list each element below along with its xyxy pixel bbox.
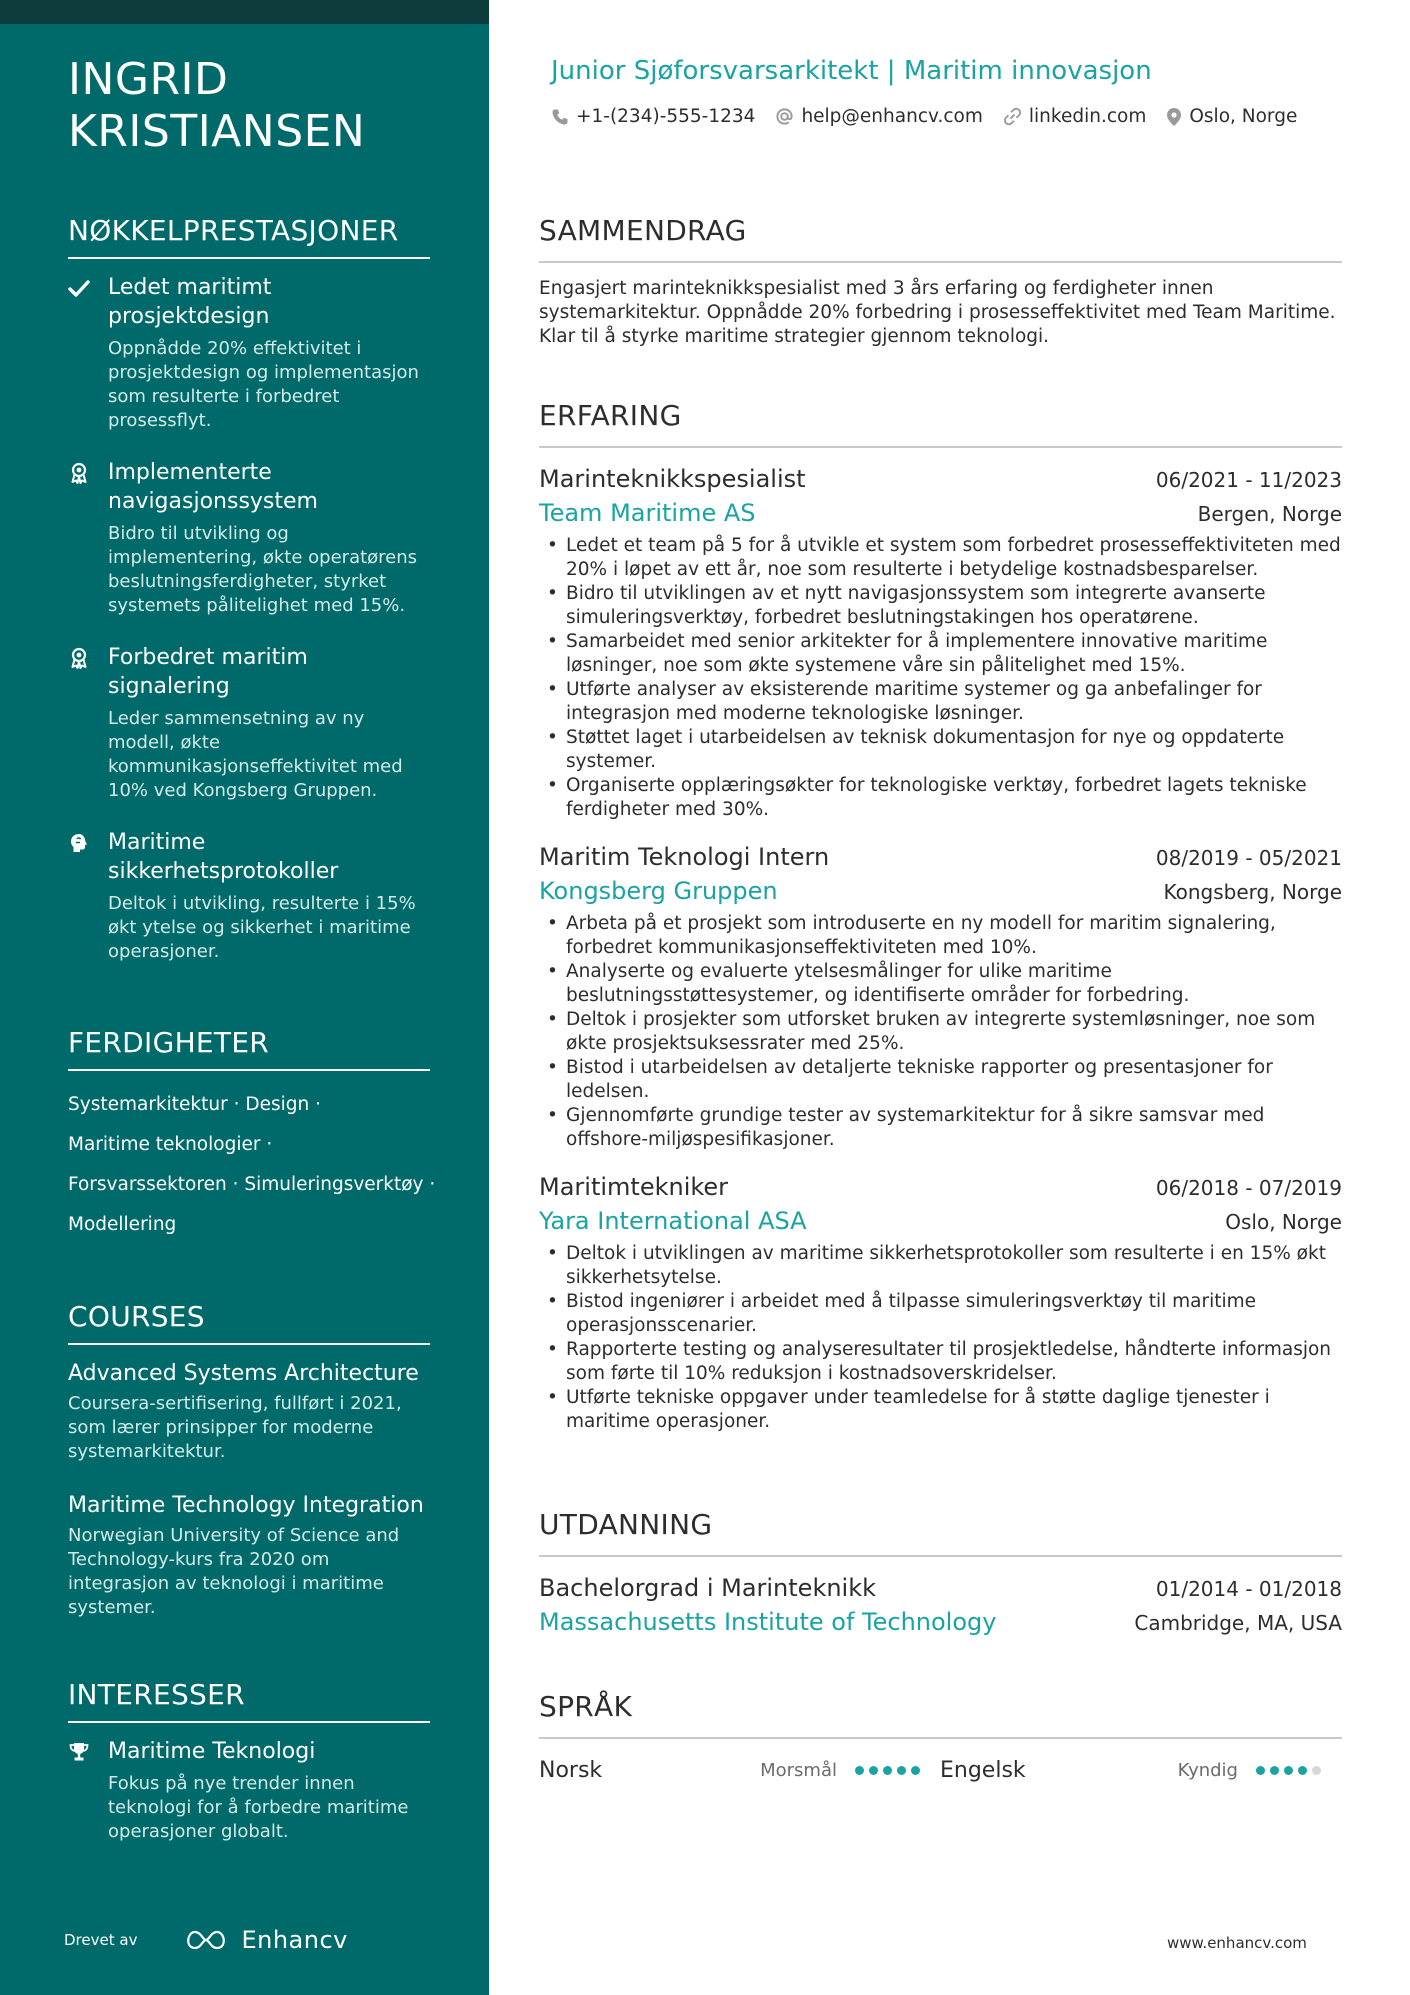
job-company: Kongsberg Gruppen [539, 877, 778, 905]
job-role: Marinteknikkspesialist [539, 465, 806, 493]
languages-heading: SPRÅK [539, 1690, 1342, 1739]
interest-description: Fokus på nye trender innen teknologi for å forbedre maritime operasjoner globalt. [108, 1773, 409, 1842]
contact-website[interactable] [1003, 106, 1146, 127]
job-bullet: • Bidro til utviklingen av et nytt navigasjonssystem som integrerte avanserte simuleringsverktøy, forbedret beslutningstakingen hos operatørene. [539, 582, 1342, 630]
skills-section [68, 1026, 436, 1245]
contact-bar [551, 106, 1317, 127]
language-item [539, 1758, 940, 1783]
job-bullets [539, 534, 1342, 822]
rating-dot-empty [1312, 1766, 1321, 1775]
job-bullet: • Arbeta på et prosjekt som introduserte en ny modell for maritim signalering, forbedret kommunikasjonseffektiviteten med 10%. [539, 912, 1342, 960]
interests-heading: INTERESSER [68, 1678, 430, 1723]
skills-heading: FERDIGHETER [68, 1026, 430, 1071]
headline: Junior Sjøforsvarsarkitekt | Maritim innovasjon [551, 56, 1152, 86]
language-level: Kyndig [1177, 1759, 1238, 1781]
job-bullet: • Utførte tekniske oppgaver under teamledelse for å støtte daglige tjenester i maritime operasjoner. [539, 1386, 1342, 1434]
course-description: Norwegian University of Science and Technology-kurs fra 2020 om integrasjon av teknologi i maritime systemer. [68, 1525, 400, 1618]
achievement-title: Ledet maritimt prosjektdesign [108, 275, 272, 329]
language-item [940, 1758, 1341, 1783]
website-text: linkedin.com [1028, 106, 1147, 127]
achievement-title: Forbedret maritim signalering [108, 645, 308, 699]
candidate-name [68, 54, 468, 158]
experience-section [539, 399, 1342, 1452]
achievements-heading: NØKKELPRESTASJONER [68, 214, 430, 259]
job-company: Yara International ASA [539, 1207, 807, 1235]
job-entry [539, 1170, 1342, 1434]
contact-phone[interactable] [551, 106, 755, 127]
sidebar-top-bar [0, 0, 489, 24]
job-bullet: • Støttet laget i utarbeidelsen av teknisk dokumentasjon for nye og oppdaterte systemer. [539, 726, 1342, 774]
achievement-description: Bidro til utvikling og implementering, økte operatørens beslutningsferdigheter, styrket systemets pålitelighet med 15%. [108, 523, 418, 616]
language-rating [855, 1766, 925, 1775]
degree: Bachelorgrad i Marinteknikk [539, 1574, 877, 1602]
language-rating [1256, 1766, 1326, 1775]
trophy-icon [68, 1741, 90, 1763]
location-pin-icon [1166, 107, 1182, 127]
email-text: help@enhancv.com [801, 106, 983, 127]
footer-url[interactable]: www.enhancv.com [1167, 1934, 1307, 1952]
job-location: Oslo, Norge [1225, 1210, 1342, 1234]
language-level: Morsmål [760, 1759, 837, 1781]
contact-location [1166, 106, 1297, 127]
enhancv-brand: Enhancv [241, 1926, 348, 1954]
skills-list [68, 1085, 436, 1245]
language-name: Engelsk [940, 1757, 1026, 1783]
job-bullet: • Rapporterte testing og analyseresultater til prosjektledelse, håndterte informasjon som førte til 10% reduksjon i kostnadsoverskridelser. [539, 1338, 1342, 1386]
powered-by [64, 1926, 348, 1954]
job-bullet: • Samarbeidet med senior arkitekter for å implementere innovative maritime løsninger, noe som økte systemene våre sin pålitelighet med 15%. [539, 630, 1342, 678]
link-icon [1003, 107, 1022, 126]
job-bullet: • Bistod ingeniører i arbeidet med å tilpasse simuleringsverktøy til maritime operasjonsscenarier. [539, 1290, 1342, 1338]
job-company: Team Maritime AS [539, 499, 756, 527]
interest-title: Maritime Teknologi [108, 1739, 316, 1764]
interests-section [68, 1678, 430, 1869]
course-item [68, 1491, 430, 1620]
experience-heading: ERFARING [539, 399, 1342, 448]
job-bullet: • Ledet et team på 5 for å utvikle et system som forbedret prosesseffektiviteten med 20% i løpet av ett år, noe som resulterte i betydelige kostnadsbesparelser. [539, 534, 1342, 582]
summary-text: Engasjert marinteknikkspesialist med 3 års erfaring og ferdigheter innen systemarkitektur. Oppnådde 20% forbedring i prosesseffektivitet med Team Maritime. Klar til å styrke maritime strategier gjennom teknologi. [539, 278, 1336, 347]
main-content [539, 0, 1342, 1995]
last-name: KRISTIANSEN [68, 106, 366, 157]
brain-icon [68, 832, 90, 854]
job-dates: 08/2019 - 05/2021 [1155, 846, 1342, 870]
job-bullet: • Bistod i utarbeidelsen av detaljerte tekniske rapporter og presentasjoner for ledelsen. [539, 1056, 1342, 1104]
language-name: Norsk [539, 1757, 603, 1783]
achievement-item [68, 643, 430, 803]
course-item [68, 1359, 430, 1464]
courses-heading: COURSES [68, 1300, 430, 1345]
first-name: INGRID [68, 54, 229, 105]
job-bullet: • Deltok i prosjekter som utforsket bruken av integrerte systemløsninger, noe som økte prosjektsuksessrater med 25%. [539, 1008, 1342, 1056]
job-location: Kongsberg, Norge [1163, 880, 1342, 904]
job-bullet: • Deltok i utviklingen av maritime sikkerhetsprotokoller som resulterte i en 15% økt sikkerhetsytelse. [539, 1242, 1342, 1290]
rating-dot-filled [855, 1766, 864, 1775]
achievement-title: Implementerte navigasjonssystem [108, 460, 318, 514]
job-role: Maritimtekniker [539, 1173, 729, 1201]
rating-dot-filled [1284, 1766, 1293, 1775]
powered-by-label: Drevet av [64, 1931, 138, 1949]
job-dates: 06/2021 - 11/2023 [1155, 468, 1342, 492]
rating-dot-filled [1256, 1766, 1265, 1775]
education-section [539, 1508, 1342, 1639]
summary-section [539, 214, 1342, 349]
course-description: Coursera-sertifisering, fullført i 2021, som lærer prinsipper for moderne systemarkitektur. [68, 1393, 402, 1462]
achievement-description: Leder sammensetning av ny modell, økte kommunikasjonseffektivitet med 10% ved Kongsberg Gruppen. [108, 708, 403, 801]
job-bullet: • Utførte analyser av eksisterende maritime systemer og ga anbefalinger for integrasjon med moderne teknologiske løsninger. [539, 678, 1342, 726]
location-text: Oslo, Norge [1189, 106, 1298, 127]
rating-dot-filled [1298, 1766, 1307, 1775]
skills-line: Systemarkitektur · Design · [68, 1094, 321, 1115]
achievement-description: Oppnådde 20% effektivitet i prosjektdesign og implementasjon som resulterte i forbedret prosessflyt. [108, 338, 419, 431]
sidebar [0, 0, 489, 1995]
rating-dot-filled [1270, 1766, 1279, 1775]
courses-section [68, 1300, 430, 1647]
rating-dot-filled [883, 1766, 892, 1775]
rating-dot-filled [911, 1766, 920, 1775]
achievement-item [68, 828, 430, 964]
phone-icon [551, 108, 569, 126]
contact-email[interactable] [775, 106, 982, 127]
rating-dot-filled [897, 1766, 906, 1775]
achievements-section [68, 214, 430, 989]
job-bullet: • Gjennomførte grundige tester av systemarkitektur for å sikre samsvar med offshore-miljøspesifikasjoner. [539, 1104, 1342, 1152]
job-location: Bergen, Norge [1197, 502, 1342, 526]
languages-section [539, 1690, 1342, 1787]
course-title: Advanced Systems Architecture [68, 1361, 419, 1386]
achievement-item [68, 458, 430, 618]
at-sign-icon [775, 107, 794, 126]
skills-line: Maritime teknologier · [68, 1134, 273, 1155]
job-bullets [539, 1242, 1342, 1434]
job-bullet: • Organiserte opplæringsøkter for teknologiske verktøy, forbedret lagets tekniske ferdigheter med 30%. [539, 774, 1342, 822]
achievement-item [68, 273, 430, 433]
school: Massachusetts Institute of Technology [539, 1608, 997, 1636]
award-icon [68, 647, 90, 669]
job-role: Maritim Teknologi Intern [539, 843, 830, 871]
achievement-description: Deltok i utvikling, resulterte i 15% økt ytelse og sikkerhet i maritime operasjoner. [108, 893, 416, 962]
education-heading: UTDANNING [539, 1508, 1342, 1557]
check-icon [68, 277, 90, 299]
interest-item [68, 1737, 430, 1844]
rating-dot-filled [869, 1766, 878, 1775]
job-entry [539, 462, 1342, 822]
job-entry [539, 840, 1342, 1152]
skills-line: Modellering [68, 1214, 177, 1235]
job-bullet: • Analyserte og evaluerte ytelsesmålinger for ulike maritime beslutningsstøttesystemer, og identifiserte områder for forbedring. [539, 960, 1342, 1008]
job-bullets [539, 912, 1342, 1152]
education-dates: 01/2014 - 01/2018 [1155, 1577, 1342, 1601]
job-dates: 06/2018 - 07/2019 [1155, 1176, 1342, 1200]
phone-text: +1-(234)-555-1234 [576, 106, 756, 127]
school-location: Cambridge, MA, USA [1134, 1611, 1342, 1635]
languages-row [539, 1753, 1342, 1787]
achievement-title: Maritime sikkerhetsprotokoller [108, 830, 339, 884]
enhancv-logo-icon [183, 1928, 229, 1952]
award-icon [68, 462, 90, 484]
skills-line: Forsvarssektoren · Simuleringsverktøy · [68, 1174, 436, 1195]
course-title: Maritime Technology Integration [68, 1493, 424, 1518]
summary-heading: SAMMENDRAG [539, 214, 1342, 263]
